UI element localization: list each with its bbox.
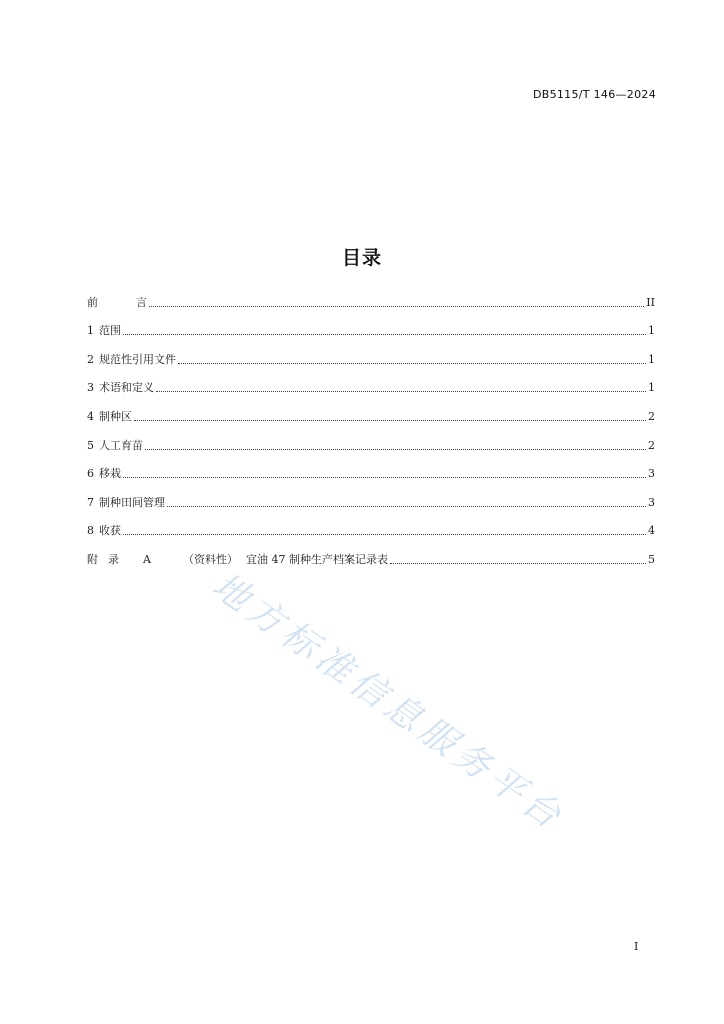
toc-entry-label: 收获 [99, 524, 121, 538]
toc-entry-label: 制种区 [99, 409, 132, 423]
toc-entry-page: 1 [648, 352, 655, 366]
toc-entry-label: 制种田间管理 [99, 495, 165, 509]
watermark: 地方标准信息服务平台 [204, 565, 573, 840]
toc-leader-dots [123, 533, 646, 535]
toc-entry-number: 3 [87, 381, 94, 395]
toc-entry-harvest[interactable] [87, 510, 655, 539]
toc-entry-page: 2 [648, 438, 655, 452]
toc-entry-label: 前言 [87, 295, 185, 309]
toc-entry-page: 1 [648, 324, 655, 338]
toc-leader-dots [134, 419, 646, 421]
toc-leader-dots [167, 505, 646, 507]
toc-entry-scope[interactable] [87, 310, 655, 339]
toc-entry-number: 8 [87, 524, 94, 538]
toc-entry-label: 人工育苗 [99, 438, 143, 452]
toc-appendix-prefix: 附录 [87, 552, 129, 566]
toc-entry-terms-definitions[interactable] [87, 367, 655, 396]
toc-leader-dots [149, 305, 644, 307]
toc-entry-seed-production-area[interactable] [87, 395, 655, 424]
toc-entry-appendix-a[interactable] [87, 538, 655, 567]
toc-entry-number: 4 [87, 409, 94, 423]
toc-entry-number: 6 [87, 467, 94, 481]
toc-entry-seedling-raising[interactable] [87, 424, 655, 453]
toc-entry-number: 7 [87, 495, 94, 509]
toc-entry-number: 5 [87, 438, 94, 452]
toc-leader-dots [156, 390, 646, 392]
toc-entry-page: 3 [648, 495, 655, 509]
table-of-contents [87, 281, 655, 567]
toc-entry-page: 5 [648, 552, 655, 566]
toc-entry-field-management[interactable] [87, 481, 655, 510]
page-number: I [634, 940, 639, 953]
toc-entry-page: 1 [648, 381, 655, 395]
document-code: DB5115/T 146—2024 [532, 88, 656, 101]
toc-leader-dots [145, 448, 646, 450]
toc-entry-label: 移栽 [99, 467, 121, 481]
toc-leader-dots [178, 362, 646, 364]
toc-entry-page: 3 [648, 467, 655, 481]
toc-entry-number: 1 [87, 324, 94, 338]
toc-leader-dots [123, 333, 646, 335]
toc-title: 目录 [341, 247, 382, 269]
toc-leader-dots [123, 476, 646, 478]
toc-entry-label: 宜油 47 制种生产档案记录表 [245, 552, 388, 566]
toc-entry-label: 术语和定义 [99, 381, 154, 395]
toc-appendix-letter: A [143, 552, 151, 566]
toc-entry-page: II [646, 295, 655, 309]
toc-entry-label: 范围 [99, 324, 121, 338]
toc-leader-dots [390, 562, 646, 564]
toc-entry-page: 2 [648, 409, 655, 423]
toc-entry-preface[interactable] [87, 281, 655, 310]
toc-appendix-type: （资料性） [182, 552, 238, 566]
toc-entry-transplanting[interactable] [87, 453, 655, 482]
toc-entry-page: 4 [648, 524, 655, 538]
toc-entry-label: 规范性引用文件 [99, 352, 176, 366]
toc-entry-number: 2 [87, 352, 94, 366]
toc-entry-normative-references[interactable] [87, 338, 655, 367]
